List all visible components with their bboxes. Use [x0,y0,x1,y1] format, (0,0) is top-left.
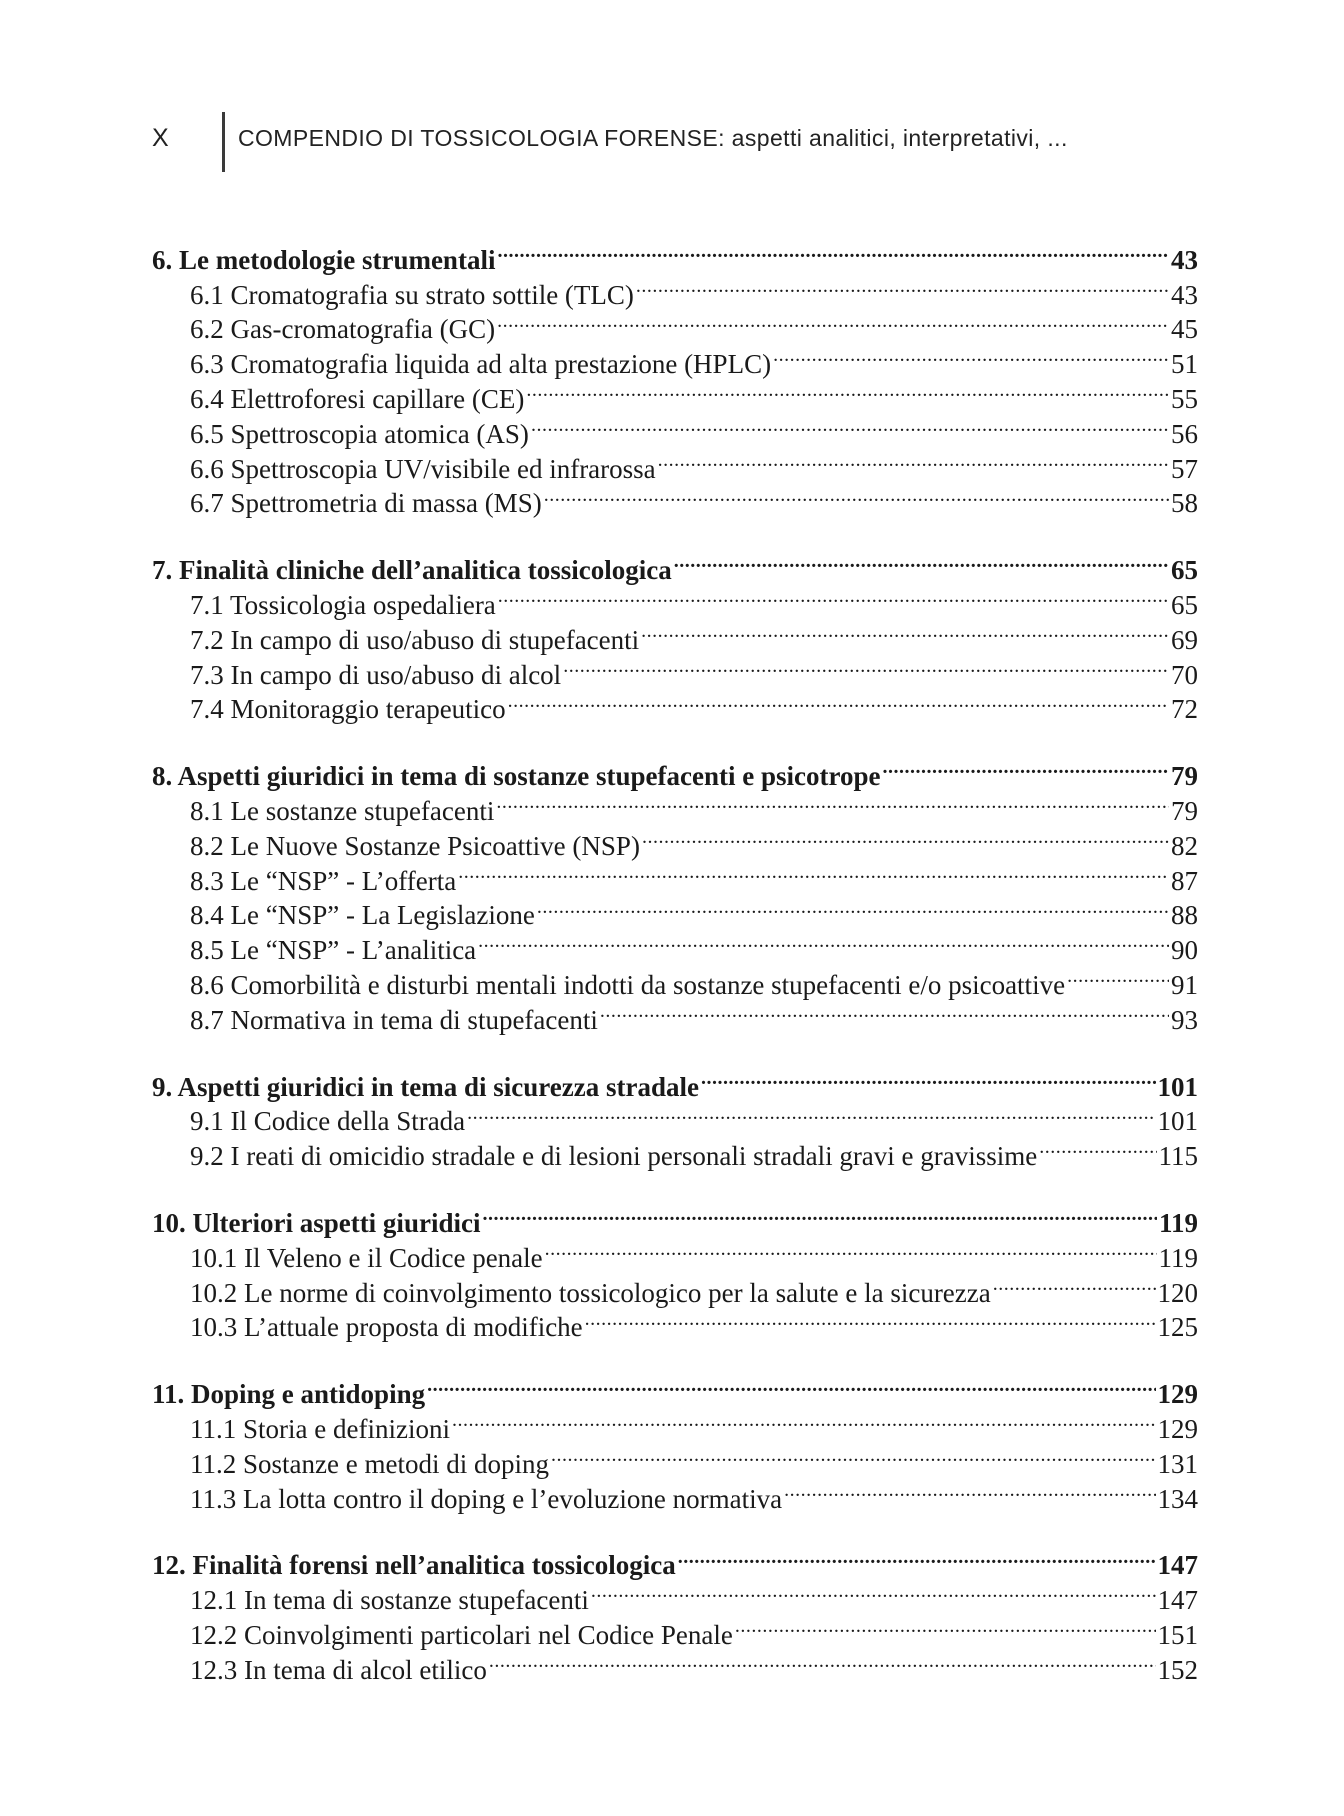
dot-leader [545,1232,1157,1267]
dot-leader [1039,1130,1156,1165]
toc-section [152,1540,1198,1685]
toc-subsection-entry-label: 12.3 In tema di alcol etilico [190,1654,487,1685]
toc-subsection-entry-label: 7.1 Tossicologia ospedaliera [190,589,496,620]
toc-chapter-entry[interactable] [152,750,1198,792]
toc-subsection-entry-page-number: 51 [1171,349,1198,380]
dot-leader [478,924,1169,959]
toc-subsection-entry-page-number: 91 [1171,969,1198,1000]
toc-subsection-entry-label: 8.1 Le sostanze stupefacenti [190,795,495,826]
toc-subsection-entry-label: 10.1 Il Veleno e il Codice penale [190,1242,543,1273]
toc-subsection-entry-page-number: 56 [1171,418,1198,449]
toc-subsection-entry-label: 10.3 L’attuale proposta di modifiche [190,1312,583,1343]
page-number: X [152,124,170,152]
toc-chapter-entry[interactable] [152,1061,1198,1102]
toc-subsection-entry-page-number: 101 [1157,1106,1198,1137]
toc-subsection-entry-label: 7.3 In campo di uso/abuso di alcol [190,659,562,690]
dot-leader [467,1096,1155,1131]
dot-leader [452,1403,1156,1438]
dot-leader [498,579,1169,614]
dot-leader [993,1267,1156,1302]
toc-subsection-entry-page-number: 152 [1157,1654,1198,1685]
toc-subsection-entry-page-number: 120 [1157,1277,1198,1308]
dot-leader [591,1574,1156,1609]
header-divider [222,112,225,172]
toc-subsection-entry-page-number: 131 [1157,1448,1198,1479]
toc-subsection-entry-page-number: 79 [1171,795,1198,826]
toc-section [152,234,1198,519]
toc-subsection-entry-page-number: 65 [1171,589,1198,620]
toc-section [152,544,1198,725]
toc-subsection-entry-label: 9.1 Il Codice della Strada [190,1106,466,1137]
toc-chapter-entry-label: 7. Finalità cliniche dell’analitica tossicologica [152,555,672,586]
dot-leader [563,649,1169,684]
toc-section [152,750,1198,1035]
toc-subsection-entry-page-number: 70 [1171,659,1198,690]
dot-leader [600,994,1169,1029]
toc-chapter-entry-label: 11. Doping e antidoping [152,1379,426,1410]
dot-leader [701,1061,1156,1096]
toc-chapter-entry-page-number: 43 [1171,244,1198,275]
dot-leader [882,750,1169,785]
dot-leader [658,443,1169,478]
toc-subsection-entry-label: 6.2 Gas-cromatografia (GC) [190,314,496,345]
toc-subsection-entry-page-number: 72 [1171,694,1198,725]
dot-leader [678,1540,1156,1575]
toc-chapter-entry-page-number: 79 [1171,761,1198,792]
toc-subsection-entry-page-number: 87 [1171,865,1198,896]
dot-leader [544,478,1169,513]
toc-subsection-entry-label: 10.2 Le norme di coinvolgimento tossicologico per la salute e la sicurezza [190,1277,991,1308]
toc-chapter-entry[interactable] [152,1368,1198,1410]
toc-subsection-entry-label: 6.4 Elettroforesi capillare (CE) [190,383,525,414]
dot-leader [641,614,1169,649]
toc-chapter-entry-label: 6. Le metodologie strumentali [152,244,496,275]
dot-leader [636,269,1169,304]
dot-leader [508,684,1169,719]
dot-leader [497,304,1169,339]
toc-subsection-entry-page-number: 45 [1171,314,1198,345]
toc-chapter-entry-page-number: 119 [1158,1207,1198,1238]
toc-subsection-entry-label: 8.4 Le “NSP” - La Legislazione [190,900,535,931]
toc-chapter-entry-label: 12. Finalità forensi nell’analitica tossicologica [152,1550,676,1581]
toc-subsection-entry-page-number: 115 [1158,1141,1198,1172]
toc-subsection-entry-label: 12.2 Coinvolgimenti particolari nel Codice Penale [190,1619,733,1650]
toc-subsection-entry-page-number: 151 [1157,1619,1198,1650]
toc-chapter-entry-page-number: 129 [1157,1379,1198,1410]
toc-subsection-entry-page-number: 88 [1171,900,1198,931]
toc-subsection-entry-page-number: 90 [1171,935,1198,966]
toc-subsection-entry-page-number: 69 [1171,624,1198,655]
toc-chapter-entry-page-number: 101 [1157,1071,1198,1102]
dot-leader [585,1302,1156,1337]
toc-subsection-entry-page-number: 93 [1171,1004,1198,1035]
toc-subsection-entry-label: 8.6 Comorbilità e disturbi mentali indotti da sostanze stupefacenti e/o psicoattive [190,969,1066,1000]
dot-leader [537,890,1169,925]
dot-leader [674,544,1169,579]
toc-subsection-entry-page-number: 119 [1158,1242,1198,1273]
toc-section [152,1197,1198,1343]
toc-subsection-entry-page-number: 134 [1157,1483,1198,1514]
dot-leader [1067,959,1169,994]
toc-subsection-entry-page-number: 43 [1171,279,1198,310]
toc-subsection-entry-page-number: 58 [1171,488,1198,519]
toc-subsection-entry-label: 6.7 Spettrometria di massa (MS) [190,488,542,519]
toc-chapter-entry-label: 8. Aspetti giuridici in tema di sostanze stupefacenti e psicotrope [152,761,881,792]
dot-leader [482,1197,1157,1232]
toc-subsection-entry-label: 8.2 Le Nuove Sostanze Psicoattive (NSP) [190,830,640,861]
dot-leader [526,373,1169,408]
toc-chapter-entry-label: 10. Ulteriori aspetti giuridici [152,1207,481,1238]
toc-section [152,1061,1198,1172]
table-of-contents [152,234,1198,1711]
toc-subsection-entry-label: 11.3 La lotta contro il doping e l’evoluzione normativa [190,1483,783,1514]
toc-subsection-entry-label: 9.2 I reati di omicidio stradale e di lesioni personali stradali gravi e gravissime [190,1141,1038,1172]
dot-leader [735,1609,1156,1644]
toc-chapter-entry-label: 9. Aspetti giuridici in tema di sicurezza stradale [152,1071,699,1102]
dot-leader [784,1473,1155,1508]
toc-subsection-entry-page-number: 129 [1157,1413,1198,1444]
running-header [152,108,1192,168]
toc-subsection-entry-page-number: 55 [1171,383,1198,414]
toc-chapter-entry[interactable] [152,1197,1198,1238]
toc-section [152,1368,1198,1514]
toc-chapter-entry[interactable] [152,1540,1198,1581]
toc-chapter-entry-page-number: 65 [1171,555,1198,586]
toc-chapter-entry[interactable] [152,544,1198,586]
dot-leader [773,338,1169,373]
toc-subsection-entry-page-number: 147 [1157,1585,1198,1616]
toc-subsection-entry-label: 7.2 In campo di uso/abuso di stupefacenti [190,624,640,655]
toc-subsection-entry-label: 6.5 Spettroscopia atomica (AS) [190,418,529,449]
toc-subsection-entry-label: 11.1 Storia e definizioni [190,1413,450,1444]
toc-subsection-entry-label: 8.7 Normativa in tema di stupefacenti [190,1004,598,1035]
dot-leader [551,1438,1156,1473]
dot-leader [458,855,1169,890]
toc-chapter-entry[interactable] [152,234,1198,275]
toc-subsection-entry-label: 12.1 In tema di sostanze stupefacenti [190,1585,589,1616]
dot-leader [642,820,1169,855]
dot-leader [427,1368,1155,1403]
dot-leader [496,785,1169,820]
toc-subsection-entry-label: 6.1 Cromatografia su strato sottile (TLC) [190,279,634,310]
dot-leader [531,408,1169,443]
toc-subsection-entry-page-number: 57 [1171,453,1198,484]
toc-subsection-entry-label: 8.5 Le “NSP” - L’analitica [190,935,477,966]
dot-leader [497,234,1169,269]
toc-chapter-entry-page-number: 147 [1157,1550,1198,1581]
toc-subsection-entry-page-number: 125 [1157,1312,1198,1343]
toc-subsection-entry-page-number: 82 [1171,830,1198,861]
toc-subsection-entry-label: 6.6 Spettroscopia UV/visibile ed infrarossa [190,453,656,484]
toc-subsection-entry-label: 6.3 Cromatografia liquida ad alta prestazione (HPLC) [190,349,772,380]
toc-subsection-entry-label: 11.2 Sostanze e metodi di doping [190,1448,549,1479]
running-title: COMPENDIO DI TOSSICOLOGIA FORENSE: aspetti analitici, interpretativi, ... [238,125,1068,151]
dot-leader [489,1644,1156,1679]
toc-subsection-entry-label: 8.3 Le “NSP” - L’offerta [190,865,457,896]
toc-subsection-entry-label: 7.4 Monitoraggio terapeutico [190,694,506,725]
